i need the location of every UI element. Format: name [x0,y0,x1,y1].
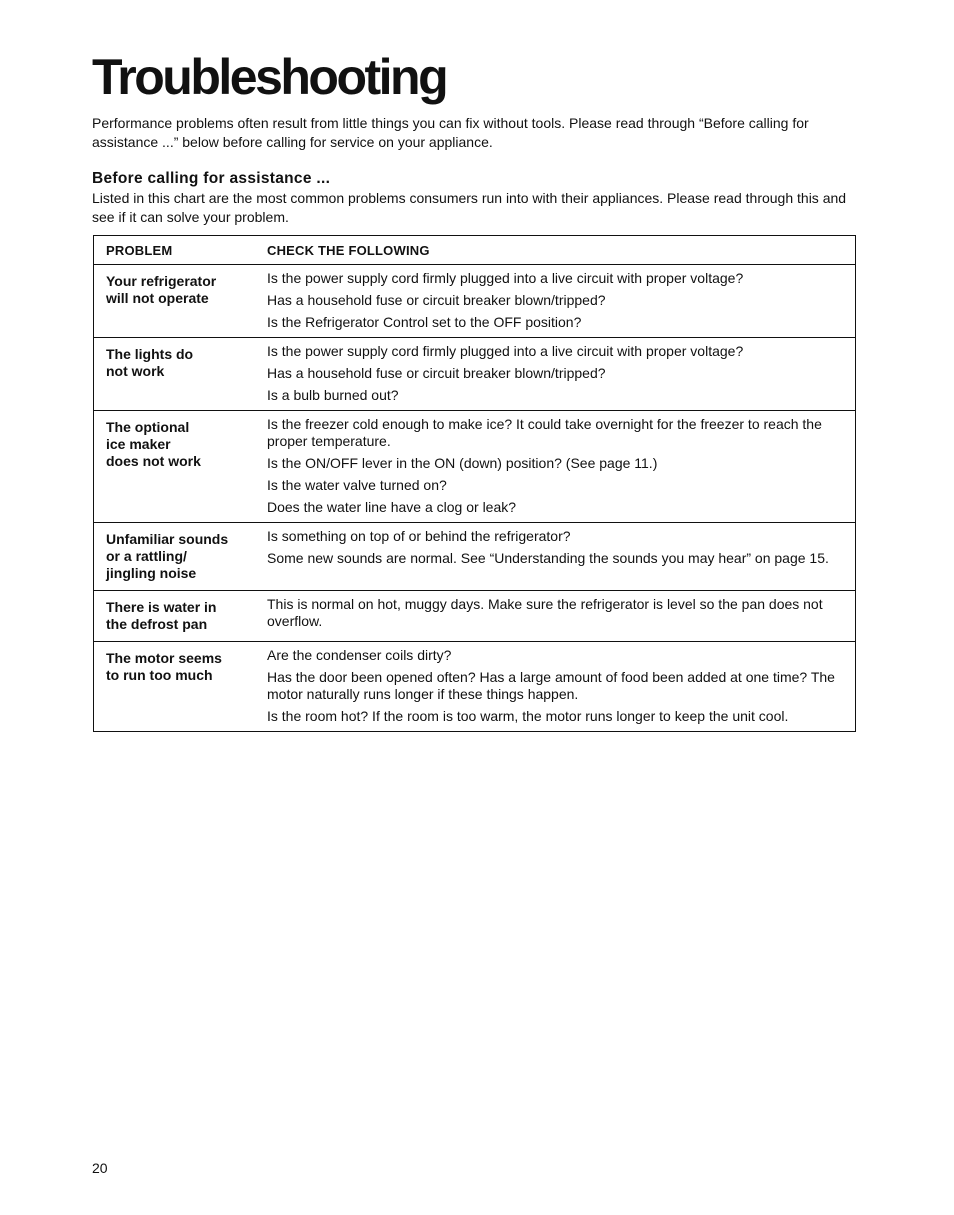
check-item: Some new sounds are normal. See “Understanding the sounds you may hear” on page 15. [267,550,829,566]
table-row [94,591,856,642]
intro-paragraph: Performance problems often result from little things you can fix without tools. Please read through “Before calling for assistance ...” below before calling for service on your appliance. [92,115,809,150]
check-cell [253,411,856,523]
problem-cell [94,265,254,338]
check-item: Does the water line have a clog or leak? [267,499,517,515]
problem-text-line: or a rattling/ [106,548,187,564]
troubleshooting-table [93,235,856,732]
table-header-row [94,236,856,265]
table-row [94,265,856,338]
check-item: Is the water valve turned on? [267,477,447,493]
check-item: Is the Refrigerator Control set to the OFF position? [267,314,582,330]
check-item: Is something on top of or behind the refrigerator? [267,528,571,544]
header-problem: PROBLEM [94,236,254,265]
problem-text-line: to run too much [106,667,213,683]
problem-text-line: Unfamiliar sounds [106,531,229,547]
check-cell [253,265,856,338]
check-cell [253,591,856,642]
problem-text-line: The motor seems [106,650,222,666]
check-cell [253,338,856,411]
page-title: Troubleshooting [92,49,447,105]
problem-text-line: does not work [106,453,201,469]
table-row [94,411,856,523]
problem-text-line: The optional [106,419,190,435]
check-cell [253,642,856,732]
problem-cell [94,591,254,642]
problem-text-line: Your refrigerator [106,273,217,289]
check-item: Is the freezer cold enough to make ice? It could take overnight for the freezer to reach the proper temperature. [267,416,822,449]
check-item: Has a household fuse or circuit breaker blown/tripped? [267,292,606,308]
problem-text-line: jingling noise [106,565,197,581]
check-item: Is the power supply cord firmly plugged into a live circuit with proper voltage? [267,270,744,286]
check-item: Is the ON/OFF lever in the ON (down) position? (See page 11.) [267,455,658,471]
check-item: This is normal on hot, muggy days. Make sure the refrigerator is level so the pan does not overflow. [267,596,823,629]
check-item: Has a household fuse or circuit breaker blown/tripped? [267,365,606,381]
problem-cell [94,338,254,411]
header-check-the-following: CHECK THE FOLLOWING [253,236,856,265]
problem-cell [94,642,254,732]
check-item: Is the room hot? If the room is too warm, the motor runs longer to keep the unit cool. [267,708,789,724]
problem-cell [94,523,254,591]
section-heading: Before calling for assistance ... [92,170,331,187]
table-row [94,642,856,732]
check-cell [253,523,856,591]
table-row [94,338,856,411]
check-item: Has the door been opened often? Has a large amount of food been added at one time? The motor naturally runs longer if these things happen. [267,669,835,702]
problem-text-line: the defrost pan [106,616,208,632]
check-item: Is the power supply cord firmly plugged into a live circuit with proper voltage? [267,343,744,359]
check-item: Is a bulb burned out? [267,387,399,403]
table-body [94,265,856,732]
problem-cell [94,411,254,523]
problem-text-line: ice maker [106,436,171,452]
page-number: 20 [92,1160,108,1176]
problem-text-line: will not operate [106,290,209,306]
problem-text-line: The lights do [106,346,194,362]
check-item: Are the condenser coils dirty? [267,647,452,663]
problem-text-line: There is water in [106,599,217,615]
problem-text-line: not work [106,363,165,379]
table-row [94,523,856,591]
section-description: Listed in this chart are the most common problems consumers run into with their appliances. Please read through this and see if it can solve your problem. [92,190,847,225]
